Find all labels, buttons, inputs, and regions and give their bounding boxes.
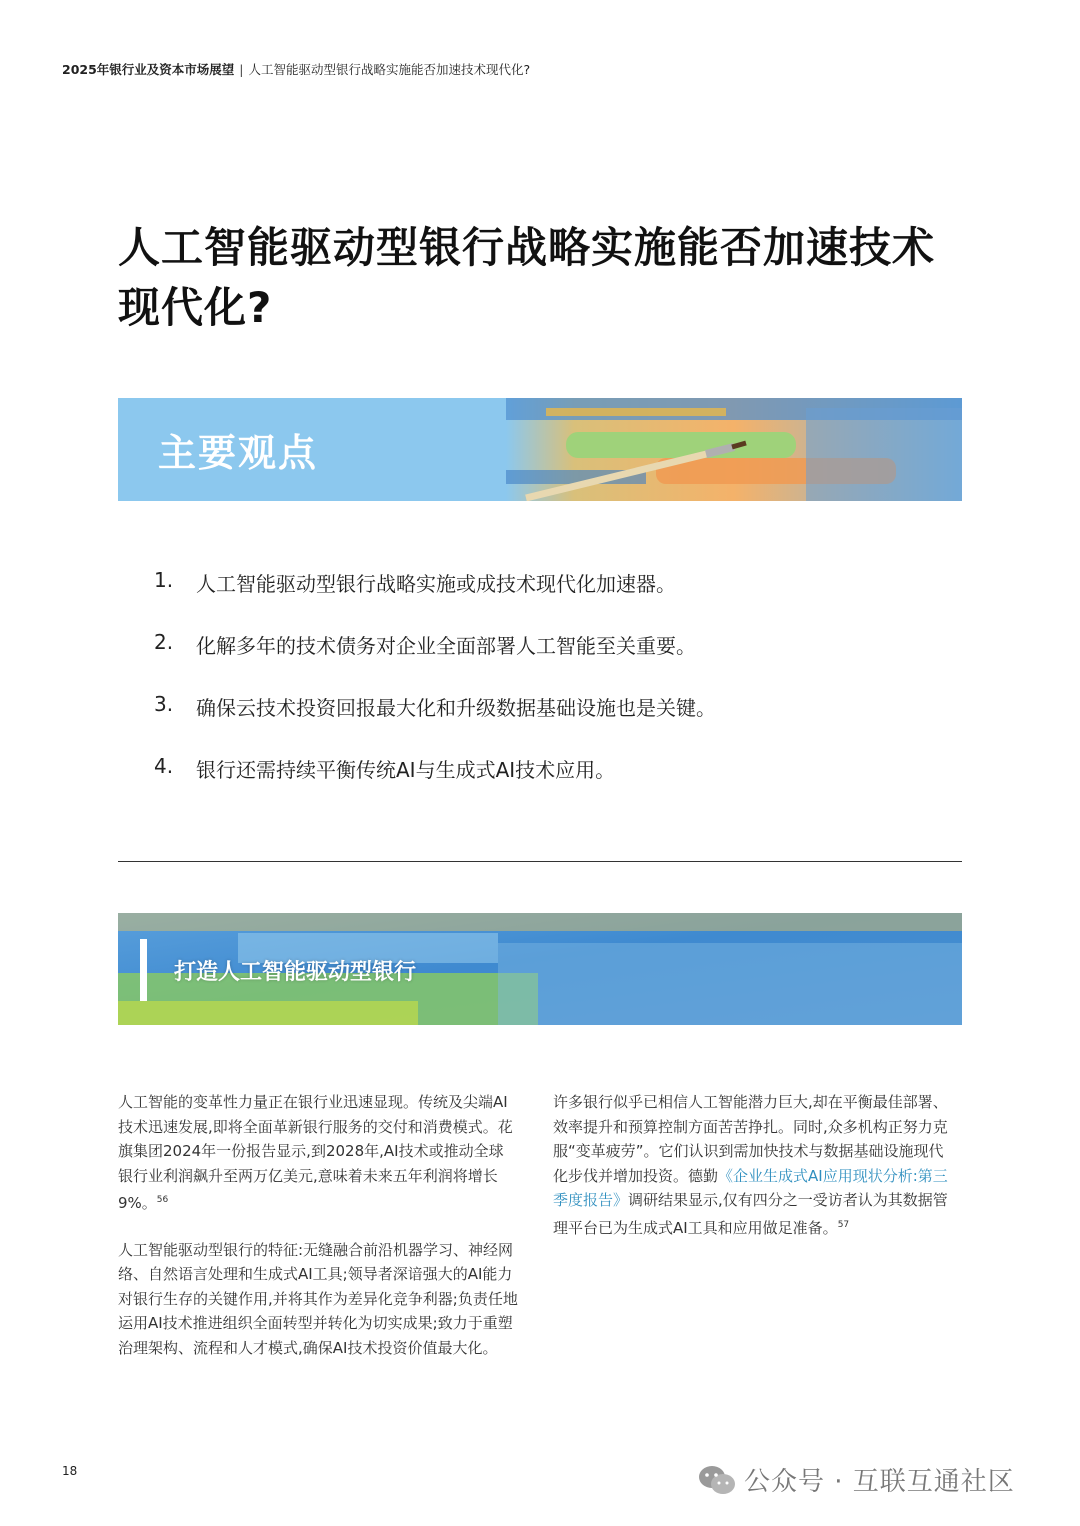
list-item (154, 630, 914, 692)
footnote-ref: 57 (837, 1219, 850, 1230)
paintbrush-artwork-icon (506, 398, 962, 501)
list-item (154, 692, 914, 754)
paragraph (553, 1090, 953, 1240)
key-points-heading: 主要观点 (158, 431, 319, 475)
paragraph-text: 许多银行似乎已相信人工智能潜力巨大,却在平衡最佳部署、效率提升和预算控制方面苦苦挣扎。同时,众多机构正努力克服“变革疲劳”。它们认识到需加快技术与数据基础设施现代化步伐并增加投资。德勤 (553, 1093, 948, 1185)
list-item-text: 银行还需持续平衡传统AI与生成式AI技术应用。 (196, 758, 616, 782)
key-points-banner (118, 398, 962, 501)
list-item-text: 人工智能驱动型银行战略实施或成技术现代化加速器。 (196, 572, 676, 596)
page-title-line-2: 现代化? (118, 283, 273, 332)
paragraph-text: 调研结果显示,仅有四分之一受访者认为其数据管理平台已为生成式AI工具和应用做足准备。 (553, 1191, 948, 1237)
list-item-text: 确保云技术投资回报最大化和升级数据基础设施也是关键。 (196, 696, 716, 720)
page-number: 18 (62, 1464, 78, 1478)
list-item-number: 2. (154, 630, 174, 654)
paragraph-text: 人工智能的变革性力量正在银行业迅速显现。传统及尖端AI技术迅速发展,即将全面革新银行服务的交付和消费模式。花旗集团2024年一份报告显示,到2028年,AI技术或推动全球银行业利润飙升至两万亿美元,意味着未来五年利润将增长9%。 (118, 1093, 513, 1212)
header-section-title: 人工智能驱动型银行战略实施能否加速技术现代化? (248, 62, 531, 77)
key-points-list (154, 568, 914, 816)
page-title-line-1: 人工智能驱动型银行战略实施能否加速技术 (118, 223, 936, 272)
page-title (118, 218, 978, 338)
section-marker-bar (140, 939, 147, 1001)
right-text-column (553, 1090, 953, 1262)
wechat-icon (698, 1464, 736, 1496)
left-text-column (118, 1090, 518, 1382)
header-separator: | (239, 62, 244, 77)
section-banner (118, 913, 962, 1025)
header-report-title: 2025年银行业及资本市场展望 (62, 62, 235, 77)
list-item-number: 1. (154, 568, 174, 592)
section-heading: 打造人工智能驱动型银行 (174, 960, 417, 985)
paragraph (118, 1090, 518, 1216)
footnote-ref: 56 (156, 1195, 169, 1205)
paragraph: 人工智能驱动型银行的特征:无缝融合前沿机器学习、神经网络、自然语言处理和生成式AI工具;领导者深谙强大的AI能力对银行生存的关键作用,并将其作为差异化竞争利器;负责任地运用AI技术推进组织全面转型并转化为切实成果;致力于重塑治理架构、流程和人才模式,确保AI技术投资价值最大化。 (118, 1240, 518, 1357)
list-item-text: 化解多年的技术债务对企业全面部署人工智能至关重要。 (196, 634, 696, 658)
section-divider (118, 861, 962, 862)
list-item (154, 568, 914, 630)
watermark (698, 1461, 1015, 1498)
report-link[interactable]: 《企业生成式AI应用现状分析:第三季度报告》 (553, 1166, 948, 1209)
list-item-number: 4. (154, 754, 174, 778)
list-item-number: 3. (154, 692, 174, 716)
running-header (62, 60, 530, 78)
list-item (154, 754, 914, 816)
watermark-text: 公众号 · 互联互通社区 (744, 1467, 1015, 1497)
